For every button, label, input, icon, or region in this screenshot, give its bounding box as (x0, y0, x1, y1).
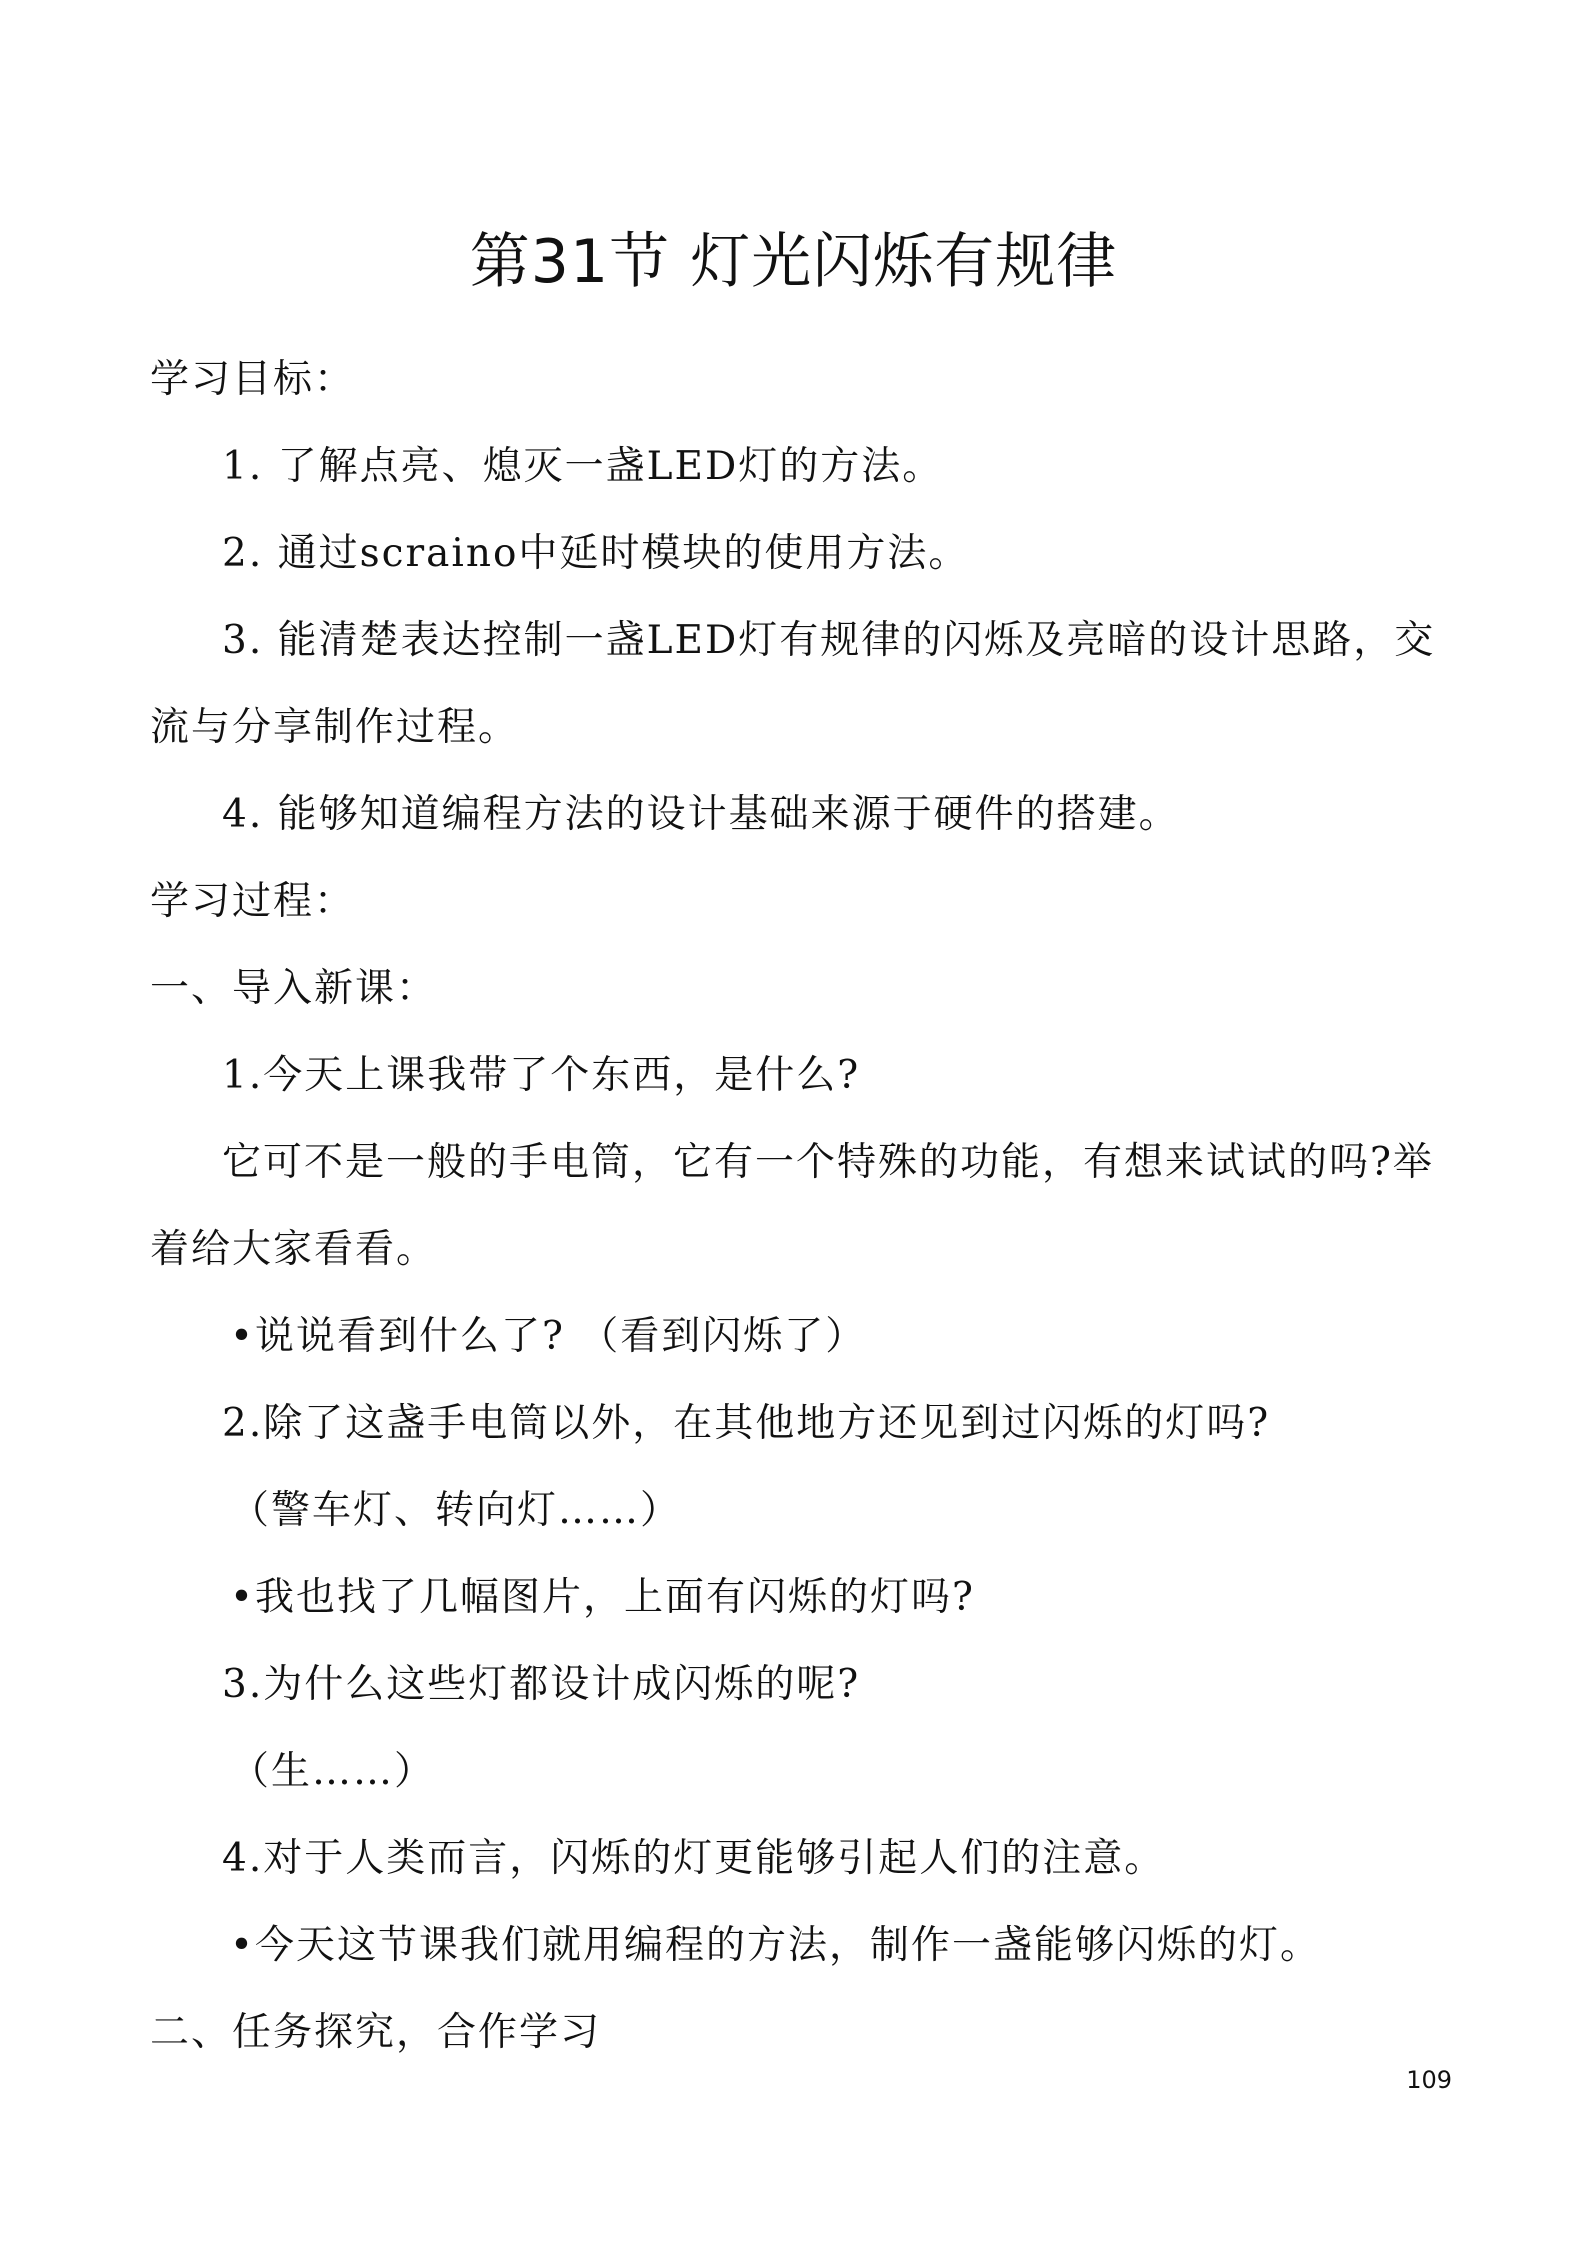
section-heading: 学习目标： (150, 357, 356, 402)
section-heading: 学习过程： (150, 879, 356, 924)
text-line: 2. 通过scraino中延时模块的使用方法。 (222, 531, 970, 576)
text-line: •我也找了几幅图片，上面有闪烁的灯吗? (230, 1575, 975, 1620)
text-line: 4.对于人类而言，闪烁的灯更能够引起人们的注意。 (222, 1836, 1166, 1881)
paragraph: 它可不是一般的手电筒，它有一个特殊的功能，有想来试试的吗?举着给大家看看。 (150, 1140, 1434, 1272)
text-line: 1. 了解点亮、熄灭一盏LED灯的方法。 (222, 444, 944, 489)
text-line: •说说看到什么了? （看到闪烁了） (230, 1314, 867, 1359)
section-heading: 二、任务探究，合作学习 (150, 2010, 602, 2055)
text-line: 1.今天上课我带了个东西，是什么? (222, 1053, 861, 1098)
text-line: 4. 能够知道编程方法的设计基础来源于硬件的搭建。 (222, 792, 1180, 837)
section-heading: 一、导入新课： (150, 966, 438, 1011)
paragraph: 3. 能清楚表达控制一盏LED灯有规律的闪烁及亮暗的设计思路，交流与分享制作过程。 (150, 618, 1436, 750)
text-line: （生……） (230, 1749, 436, 1794)
text-line: 3.为什么这些灯都设计成闪烁的呢? (222, 1662, 861, 1707)
text-line: 2.除了这盏手电筒以外，在其他地方还见到过闪烁的灯吗? (222, 1401, 1271, 1446)
lesson-body (150, 336, 1450, 2076)
text-line: •今天这节课我们就用编程的方法，制作一盏能够闪烁的灯。 (230, 1923, 1322, 1968)
text-line: （警车灯、转向灯……） (230, 1488, 682, 1533)
lesson-title: 第31节 灯光闪烁有规律 (469, 227, 1118, 297)
page-number: 109 (1406, 2066, 1452, 2094)
